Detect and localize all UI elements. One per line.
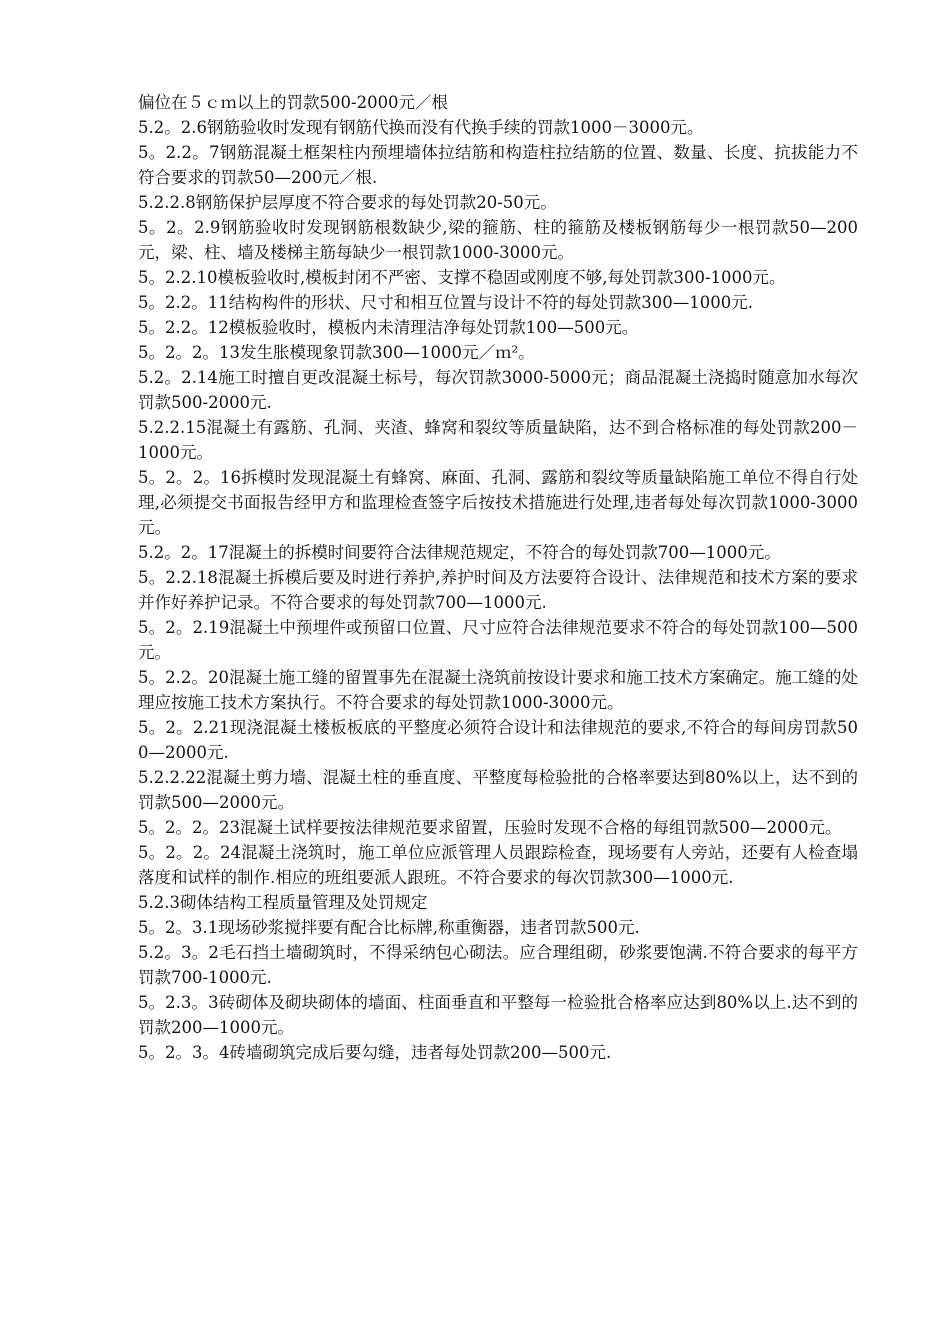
paragraph-14: 5。2.2.18混凝土拆模后要及时进行养护,养护时间及方法要符合设计、法律规范和技术方案的要求并作好养护记录。不符合要求的每处罚款700—1000元. <box>138 568 858 612</box>
paragraph-11: 5.2.2.15混凝土有露筋、孔洞、夹渣、蜂窝和裂纹等质量缺陷，达不到合格标准的每处罚款200－1000元。 <box>138 418 858 462</box>
paragraph-9: 5。2。2。13发生胀模现象罚款300—1000元／ｍ²。 <box>138 343 535 362</box>
paragraph-3: 5。2.2。7钢筋混凝土框架柱内预埋墙体拉结筋和构造柱拉结筋的位置、数量、长度、抗拔能力不符合要求的罚款50—200元／根. <box>138 143 858 187</box>
paragraph-12: 5。2。2。16拆模时发现混凝土有蜂窝、麻面、孔洞、露筋和裂纹等质量缺陷施工单位不得自行处理,必须提交书面报告经甲方和监理检查签字后按技术措施进行处理,违者每处每次罚款1000-3000元。 <box>138 468 858 537</box>
paragraph-1: 偏位在５ｃｍ以上的罚款500-2000元／根 <box>138 93 449 112</box>
document-page <box>138 90 858 1065</box>
paragraph-13: 5.2。2。17混凝土的拆模时间要符合法律规范规定，不符合的每处罚款700—1000元。 <box>138 543 781 562</box>
paragraph-17: 5。2。2.21现浇混凝土楼板板底的平整度必须符合设计和法律规范的要求,不符合的每间房罚款500—2000元. <box>138 718 858 762</box>
paragraph-16: 5。2.2。20混凝土施工缝的留置事先在混凝土浇筑前按设计要求和施工技术方案确定。施工缝的处理应按施工技术方案执行。不符合要求的每处罚款1000-3000元。 <box>138 668 858 712</box>
paragraph-23: 5.2。3。2毛石挡土墙砌筑时，不得采纳包心砌法。应合理组砌，砂浆要饱满.不符合要求的每平方罚款700-1000元. <box>138 943 858 987</box>
paragraph-19: 5。2。2。23混凝土试样要按法律规范要求留置，压验时发现不合格的每组罚款500—2000元。 <box>138 818 842 837</box>
paragraph-25: 5。2。3。4砖墙砌筑完成后要勾缝，违者每处罚款200—500元. <box>138 1043 612 1062</box>
paragraph-2: 5.2。2.6钢筋验收时发现有钢筋代换而没有代换手续的罚款1000－3000元。 <box>138 118 704 137</box>
paragraph-24: 5。2.3。3砖砌体及砌块砌体的墙面、柱面垂直和平整每一检验批合格率应达到80%以上.达不到的罚款200—1000元。 <box>138 993 858 1037</box>
paragraph-15: 5。2。2.19混凝土中预埋件或预留口位置、尺寸应符合法律规范要求不符合的每处罚款100—500元。 <box>138 618 858 662</box>
paragraph-4: 5.2.2.8钢筋保护层厚度不符合要求的每处罚款20-50元。 <box>138 193 557 212</box>
paragraph-5: 5。2。2.9钢筋验收时发现钢筋根数缺少,梁的箍筋、柱的箍筋及楼板钢筋每少一根罚款50—200元，梁、柱、墙及楼梯主筋每缺少一根罚款1000-3000元。 <box>138 218 858 262</box>
paragraph-18: 5.2.2.22混凝土剪力墙、混凝土柱的垂直度、平整度每检验批的合格率要达到80%以上，达不到的罚款500—2000元。 <box>138 768 858 812</box>
paragraph-22: 5。2。3.1现场砂浆搅拌要有配合比标牌,称重衡器，违者罚款500元. <box>138 918 640 937</box>
paragraph-6: 5。2.2.10模板验收时,模板封闭不严密、支撑不稳固或刚度不够,每处罚款300-1000元。 <box>138 268 786 287</box>
section-heading-5-2-3: 5.2.3砌体结构工程质量管理及处罚规定 <box>138 893 428 912</box>
paragraph-7: 5。2.2。11结构构件的形状、尺寸和相互位置与设计不符的每处罚款300—1000元. <box>138 293 753 312</box>
paragraph-8: 5。2.2。12模板验收时，模板内未清理洁净每处罚款100—500元。 <box>138 318 639 337</box>
paragraph-20: 5。2。2。24混凝土浇筑时，施工单位应派管理人员跟踪检查，现场要有人旁站，还要有人检查塌落度和试样的制作.相应的班组要派人跟班。不符合要求的每次罚款300—1000元. <box>138 843 858 887</box>
paragraph-10: 5.2。2.14施工时擅自更改混凝土标号，每次罚款3000-5000元；商品混凝土浇捣时随意加水每次罚款500-2000元. <box>138 368 858 412</box>
